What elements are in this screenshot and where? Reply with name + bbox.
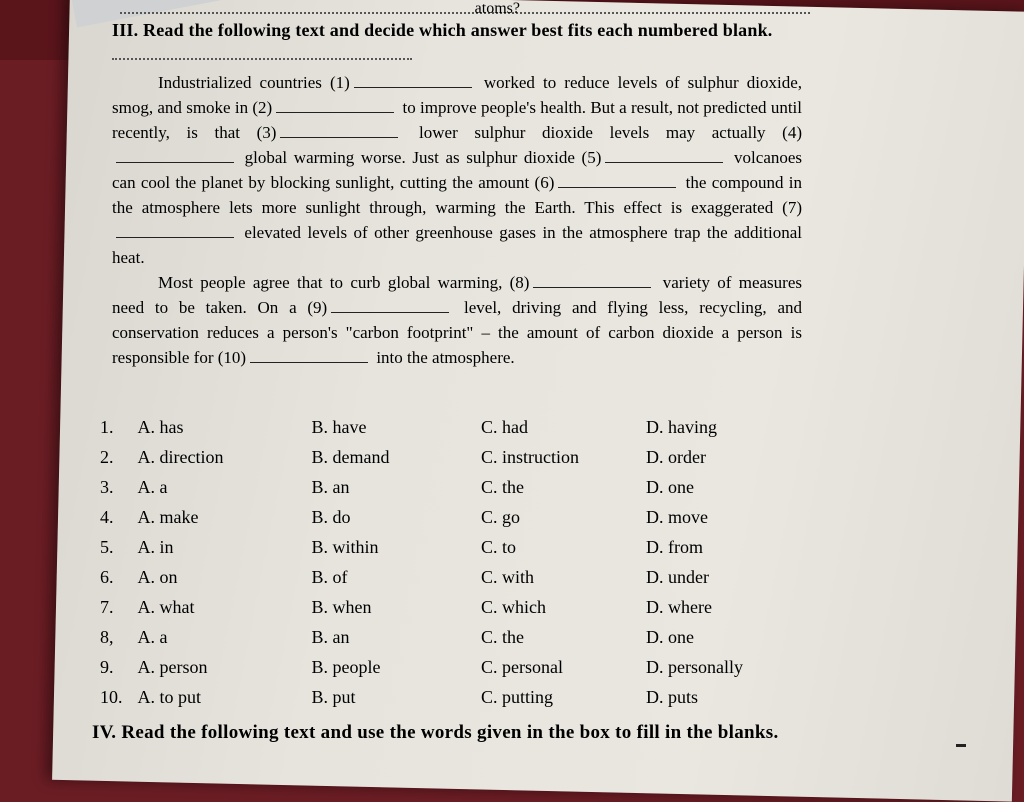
option-c[interactable]: C. to (480, 536, 516, 557)
question-number: 10. (100, 686, 123, 707)
option-row (100, 502, 820, 532)
option-row (100, 562, 820, 592)
option-b[interactable]: B. put (311, 686, 356, 707)
previous-question-fragment: atoms? (474, 0, 520, 17)
option-row (100, 592, 820, 622)
blank-5[interactable] (605, 148, 723, 163)
dotted-line (112, 46, 412, 60)
option-b[interactable]: B. people (311, 656, 381, 677)
option-b[interactable]: B. have (311, 416, 367, 437)
blank-1[interactable] (354, 73, 472, 88)
option-b[interactable]: B. demand (311, 446, 390, 467)
option-d[interactable]: D. order (646, 446, 707, 467)
option-b[interactable]: B. when (311, 596, 372, 617)
option-a[interactable]: A. to put (137, 686, 201, 707)
option-row (100, 532, 820, 562)
question-number: 1. (100, 416, 114, 437)
option-row (100, 682, 820, 712)
option-d[interactable]: D. under (646, 566, 710, 587)
option-row (100, 472, 820, 502)
question-number: 4. (100, 506, 114, 527)
option-row (100, 442, 820, 472)
option-a[interactable]: A. a (137, 476, 168, 497)
option-c[interactable]: C. personal (480, 656, 563, 677)
blank-7[interactable] (116, 223, 234, 238)
option-d[interactable]: D. move (646, 506, 709, 527)
question-number: 2. (100, 446, 114, 467)
question-number: 7. (100, 596, 114, 617)
option-d[interactable]: D. having (646, 416, 718, 437)
blank-4[interactable] (116, 148, 234, 163)
option-c[interactable]: C. which (480, 596, 546, 617)
blank-6[interactable] (558, 173, 676, 188)
option-c[interactable]: C. the (480, 476, 524, 497)
option-a[interactable]: A. on (137, 566, 178, 587)
blank-10[interactable] (250, 348, 368, 363)
question-number: 9. (100, 656, 114, 677)
answer-options (100, 412, 820, 712)
option-a[interactable]: A. person (137, 656, 208, 677)
previous-answer-line (120, 0, 810, 17)
option-a[interactable]: A. a (137, 626, 168, 647)
option-row (100, 652, 820, 682)
option-b[interactable]: B. an (311, 626, 350, 647)
option-b[interactable]: B. within (311, 536, 379, 557)
option-d[interactable]: D. where (646, 596, 713, 617)
option-b[interactable]: B. of (311, 566, 348, 587)
question-number: 5. (100, 536, 114, 557)
question-number: 6. (100, 566, 114, 587)
option-d[interactable]: D. from (646, 536, 704, 557)
section-3-heading: III. Read the following text and decide which answer best fits each numbered blank. (112, 18, 802, 66)
option-c[interactable]: C. go (480, 506, 520, 527)
paragraph-2: Most people agree that to curb global warming, (8) variety of measures need to be taken. On a (9) level, driving and flying less, recycling, and conservation reduces a person's "carbon footprint" – the amount of carbon dioxide a person is responsible for (10) into the atmosphere. (112, 273, 803, 367)
option-d[interactable]: D. personally (646, 656, 744, 677)
blank-2[interactable] (276, 98, 394, 113)
question-number: 3. (100, 476, 114, 497)
option-d[interactable]: D. puts (646, 686, 699, 707)
paragraph-1: Industrialized countries (1) worked to reduce levels of sulphur dioxide, smog, and smoke in (2) to improve people's health. But a result, not predicted until recently, is that (3) lower sulphur dioxide levels may actually (4) global warming worse. Just as sulphur dioxide (5) volcanoes can cool the planet by blocking sunlight, cutting the amount (6) the compound in the atmosphere lets more sunlight through, warming the Earth. This effect is exaggerated (7) elevated levels of other greenhouse gases in the atmosphere trap the additional heat. (112, 73, 803, 267)
option-b[interactable]: B. an (311, 476, 350, 497)
blank-9[interactable] (331, 298, 449, 313)
cloze-passage (112, 70, 802, 370)
option-c[interactable]: C. putting (480, 686, 553, 707)
option-row (100, 622, 820, 652)
section-4-heading: IV. Read the following text and use the words given in the box to fill in the blanks. (92, 722, 779, 743)
option-row (100, 412, 820, 442)
page-mark (956, 744, 966, 747)
option-b[interactable]: B. do (311, 506, 351, 527)
option-a[interactable]: A. in (137, 536, 174, 557)
option-a[interactable]: A. what (137, 596, 195, 617)
option-c[interactable]: C. instruction (480, 446, 579, 467)
question-number: 8, (100, 626, 114, 647)
option-c[interactable]: C. with (480, 566, 534, 587)
option-d[interactable]: D. one (646, 476, 695, 497)
option-a[interactable]: A. has (137, 416, 184, 437)
blank-8[interactable] (533, 273, 651, 288)
option-c[interactable]: C. had (480, 416, 528, 437)
option-a[interactable]: A. make (137, 506, 199, 527)
option-a[interactable]: A. direction (137, 446, 224, 467)
blank-3[interactable] (280, 123, 398, 138)
option-c[interactable]: C. the (480, 626, 524, 647)
option-d[interactable]: D. one (646, 626, 695, 647)
